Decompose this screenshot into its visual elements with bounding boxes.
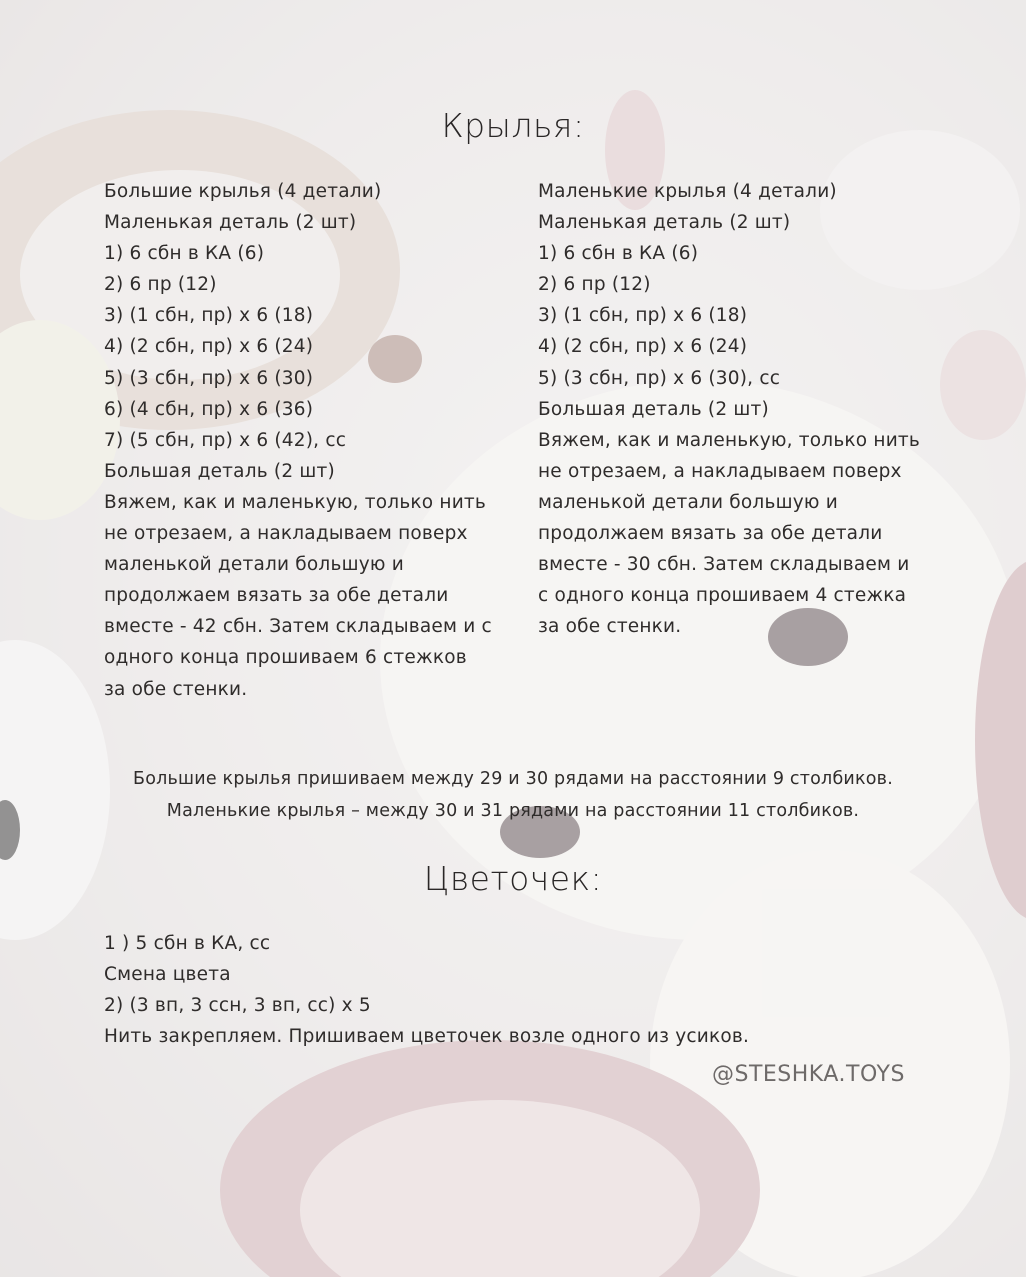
author-credit: @STESHKA.TOYS [712,1062,905,1087]
large-wings-line: 3) (1 сбн, пр) х 6 (18) [104,305,314,327]
small-wings-column [538,176,920,642]
small-wings-line: 2) 6 пр (12) [538,274,651,296]
small-wings-line: не отрезаем, а накладываем поверх [538,460,902,482]
flower-line: Нить закрепляем. Пришиваем цветочек возле одного из усиков. [104,1026,750,1048]
wings-attach-note-large: Большие крылья пришиваем между 29 и 30 рядами на расстоянии 9 столбиков. [133,769,893,789]
large-wings-line: не отрезаем, а накладываем поверх [104,523,468,545]
small-wings-line: за обе стенки. [538,616,682,638]
large-wings-line: маленькой детали большую и [104,554,404,576]
flower-line: 1 ) 5 сбн в КА, сс [104,933,271,954]
small-wings-line: 1) 6 сбн в КА (6) [538,243,699,265]
small-wings-line: 3) (1 сбн, пр) х 6 (18) [538,305,748,327]
small-wings-line: Маленькие крылья (4 детали) [538,181,837,202]
large-wings-line: вместе - 42 сбн. Затем складываем и с [104,616,492,638]
flower-title: Цветочек: [423,859,603,898]
large-wings-line: 1) 6 сбн в КА (6) [104,243,265,265]
large-wings-line: 5) (3 сбн, пр) х 6 (30) [104,367,314,389]
small-wings-line: вместе - 30 сбн. Затем складываем и [538,554,910,576]
small-wings-line: 5) (3 сбн, пр) х 6 (30), сс [538,367,781,389]
small-wings-line: Вяжем, как и маленькую, только нить [538,429,921,451]
flower-line: Смена цвета [104,964,231,986]
small-wings-line: продолжаем вязать за обе детали [538,523,883,545]
flower-line: 2) (3 вп, 3 ссн, 3 вп, сс) х 5 [104,995,371,1017]
flower-column [104,928,749,1052]
large-wings-line: 6) (4 сбн, пр) х 6 (36) [104,398,314,420]
large-wings-line: одного конца прошиваем 6 стежков [104,647,467,669]
wings-title: Крылья: [441,106,585,145]
large-wings-line: Маленькая деталь (2 шт) [104,212,357,234]
small-wings-line: Большая деталь (2 шт) [538,398,769,420]
small-wings-line: 4) (2 сбн, пр) х 6 (24) [538,336,748,358]
large-wings-line: 2) 6 пр (12) [104,274,217,296]
large-wings-line: Большие крылья (4 детали) [104,181,382,202]
large-wings-line: Большая деталь (2 шт) [104,460,335,482]
large-wings-line: Вяжем, как и маленькую, только нить [104,491,487,513]
large-wings-line: 7) (5 сбн, пр) х 6 (42), сс [104,429,347,451]
large-wings-line: 4) (2 сбн, пр) х 6 (24) [104,336,314,358]
small-wings-line: Маленькая деталь (2 шт) [538,212,791,234]
large-wings-line: за обе стенки. [104,678,248,700]
large-wings-line: продолжаем вязать за обе детали [104,585,449,607]
wings-attach-note-small: Маленькие крылья – между 30 и 31 рядами на расстоянии 11 столбиков. [166,801,860,821]
small-wings-line: с одного конца прошиваем 4 стежка [538,585,907,607]
large-wings-column [104,176,492,705]
small-wings-line: маленькой детали большую и [538,491,838,513]
